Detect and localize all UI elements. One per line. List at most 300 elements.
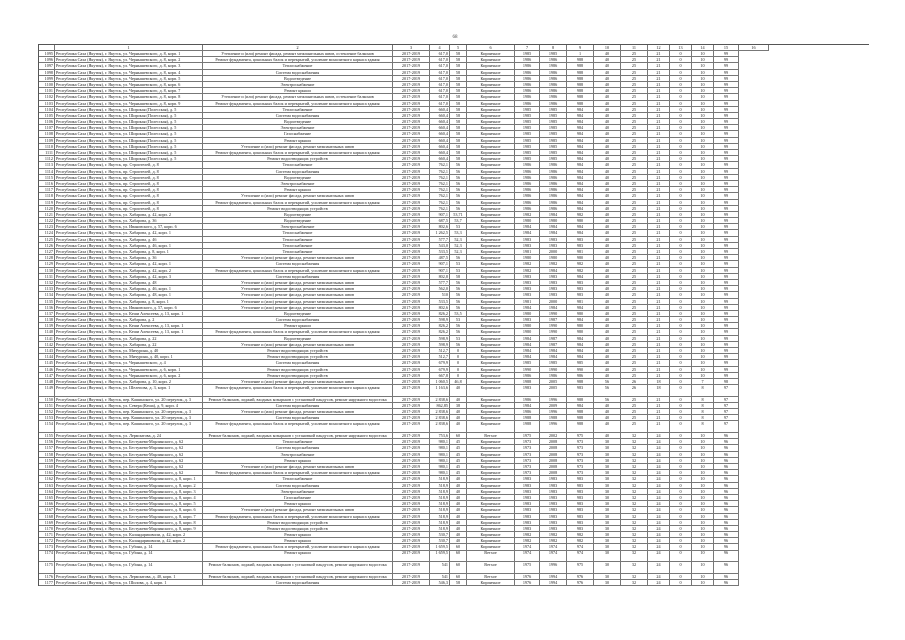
table-cell: 0 — [670, 532, 692, 538]
table-cell: 980 — [567, 311, 594, 317]
table-cell: 826,2 — [430, 329, 450, 335]
table-cell: 40 — [594, 367, 621, 373]
table-cell: 0 — [670, 501, 692, 507]
table-cell: 58 — [450, 101, 467, 107]
table-cell: 1983 — [540, 495, 567, 501]
table-cell: 0 — [670, 107, 692, 113]
table-cell: 96 — [714, 464, 739, 470]
table-cell: Теплоснабжение — [203, 107, 393, 113]
table-cell: 25 — [621, 329, 648, 335]
table-cell: 25 — [621, 156, 648, 162]
table-cell: Республика Саха (Якутия), г. Якутск, ул. Чернышевского, д. 8, корп. 2 — [55, 57, 203, 63]
table-cell: 56 — [450, 175, 467, 181]
header-cell: 3 — [393, 45, 430, 51]
table-cell: 2017-2019 — [393, 329, 430, 335]
table-cell: Кирпичное — [467, 212, 515, 218]
table-cell: 30 — [594, 574, 621, 580]
table-cell: 1975 — [515, 562, 540, 574]
table-cell: 2017-2019 — [393, 433, 430, 439]
table-cell: Республика Саха (Якутия), г. Якутск, ул. Чернышевского, д. 8, корп. 3 — [55, 63, 203, 69]
table-cell: 907,1 — [430, 268, 450, 274]
table-cell: 0 — [670, 409, 692, 415]
table-cell: Кирпичное — [467, 94, 515, 100]
table-cell: 25 — [621, 397, 648, 403]
table-cell: 1107 — [39, 125, 55, 131]
table-cell: 1985 — [540, 107, 567, 113]
table-cell: 2017-2019 — [393, 538, 430, 544]
table-cell: Кирпичное — [467, 360, 515, 366]
table-cell: 1996 — [540, 562, 567, 574]
table-cell: Республика Саха (Якутия), г. Якутск, ул. Хабарова, д. 42, корп. 3 — [55, 274, 203, 280]
table-cell: 0 — [670, 403, 692, 409]
table-cell: 45 — [450, 445, 467, 451]
table-cell: 97 — [714, 403, 739, 409]
table-cell: 980 — [567, 323, 594, 329]
table-cell: Кирпичное — [467, 445, 515, 451]
table-cell: 53 — [450, 261, 467, 267]
table-cell: 96 — [714, 514, 739, 520]
table-cell: 99 — [714, 311, 739, 317]
table-cell: 1983 — [540, 292, 567, 298]
table-cell: 21 — [648, 317, 670, 323]
table-cell: 980,1 — [430, 464, 450, 470]
table-cell: 30 — [594, 452, 621, 458]
table-cell: Республика Саха (Якутия), г. Якутск, ул. Бестужева-Марлинского, д. 8, корп. 3 — [55, 489, 203, 495]
table-cell: 1984 — [540, 268, 567, 274]
table-cell: 10 — [692, 94, 714, 100]
table-cell: Республика Саха (Якутия), г. Якутск, ул. Широкая (Полесская), д. 5 — [55, 113, 203, 119]
table-cell: 2017-2019 — [393, 200, 430, 206]
table-cell: 1124 — [39, 230, 55, 236]
table-cell: 32 — [621, 532, 648, 538]
table-cell: Утепление и (или) ремонт фасада, ремонт межпанельных швов, остекление балконов — [203, 94, 393, 100]
table-cell: Республика Саха (Якутия), г. Якутск, ул. Хабарова, д. 22 — [55, 336, 203, 342]
table-cell: 96 — [714, 439, 739, 445]
table-cell: 1990 — [540, 329, 567, 335]
table-cell: 1983 — [515, 317, 540, 323]
header-cell: 5 — [450, 45, 467, 51]
table-cell: 0 — [670, 367, 692, 373]
table-cell: 1151 — [39, 403, 55, 409]
table-cell: Утепление и (или) ремонт фасада, ремонт межпанельных швов — [203, 193, 393, 199]
header-cell: 16 — [739, 45, 769, 51]
table-cell: 10 — [692, 317, 714, 323]
table-cell: 660,4 — [430, 138, 450, 144]
table-cell: Ремонт фундамента, цокольных балок и перекрытий, усиление монолитного каркаса здания — [203, 421, 393, 433]
table-cell: Республика Саха (Якутия), г. Якутск, ул. Хабарова, д. 2 — [55, 317, 203, 323]
table-cell: Система водоснабжения — [203, 169, 393, 175]
table-cell: 99 — [714, 138, 739, 144]
table-cell: 10 — [692, 323, 714, 329]
table-cell: Ветхое — [467, 574, 515, 580]
table-cell: 2017-2019 — [393, 274, 430, 280]
table-cell: 98 — [714, 379, 739, 385]
table-cell: 40 — [594, 299, 621, 305]
table-cell: 32 — [621, 520, 648, 526]
table-cell: 40 — [594, 200, 621, 206]
table-cell: 99 — [714, 119, 739, 125]
table-cell: 984 — [567, 125, 594, 131]
table-cell: 40 — [594, 255, 621, 261]
table-cell: 2017-2019 — [393, 218, 430, 224]
table-cell: 1986 — [515, 94, 540, 100]
table-cell: 1 659,5 — [430, 544, 450, 550]
table-cell: 1990 — [540, 367, 567, 373]
table-cell: Утепление и (или) ремонт фасада, ремонт межпанельных швов — [203, 305, 393, 311]
table-cell: 546,3 — [430, 580, 450, 586]
table-cell: Водоотведение — [203, 336, 393, 342]
table-cell: 2008 — [540, 464, 567, 470]
table-cell: 2017-2019 — [393, 397, 430, 403]
table-cell: 10 — [692, 51, 714, 57]
table-cell: 2017-2019 — [393, 224, 430, 230]
table-cell: 24 — [648, 452, 670, 458]
table-cell: 40 — [594, 286, 621, 292]
table-cell: 1165 — [39, 495, 55, 501]
table-cell: 99 — [714, 156, 739, 162]
table-cell: 1986 — [515, 200, 540, 206]
table-cell: 0 — [670, 305, 692, 311]
table-cell: 10 — [692, 507, 714, 513]
table-cell: 983 — [567, 507, 594, 513]
table-cell: 21 — [648, 237, 670, 243]
table-cell: Кирпичное — [467, 495, 515, 501]
table-cell: Республика Саха (Якутия), г. Якутск, ул. Чернышевского, д. 8, корп. 9 — [55, 101, 203, 107]
table-cell: 1986 — [515, 70, 540, 76]
table-cell: 679,9 — [430, 367, 450, 373]
header-cell: 1 — [55, 45, 203, 51]
table-cell: 983 — [567, 514, 594, 520]
table-cell: 1988 — [540, 415, 567, 421]
table-cell: 1990 — [515, 367, 540, 373]
table-cell: 99 — [714, 243, 739, 249]
table-cell: Кирпичное — [467, 544, 515, 550]
table-cell: 21 — [648, 218, 670, 224]
table-cell: 984 — [567, 354, 594, 360]
table-cell: 0 — [670, 329, 692, 335]
table-cell: 96 — [714, 526, 739, 532]
table-cell: 1983 — [515, 243, 540, 249]
table-cell: 1986 — [515, 409, 540, 415]
table-cell: 40 — [450, 489, 467, 495]
table-cell: 1985 — [540, 144, 567, 150]
table-cell: 40 — [594, 63, 621, 69]
table-cell: 1986 — [540, 187, 567, 193]
header-cell: 9 — [567, 45, 594, 51]
table-cell: 982 — [567, 212, 594, 218]
table-cell: 56 — [450, 286, 467, 292]
table-cell: Водоотведение — [203, 212, 393, 218]
table-cell: 40 — [450, 520, 467, 526]
table-cell: Кирпичное — [467, 175, 515, 181]
table-cell: 10 — [692, 138, 714, 144]
table-cell: 0 — [450, 354, 467, 360]
table-cell: 2017-2019 — [393, 311, 430, 317]
table-cell: 984 — [567, 305, 594, 311]
table-cell: 24 — [648, 445, 670, 451]
table-cell: 988 — [567, 57, 594, 63]
table-cell: Ремонт балконов, лоджий, входных козырьков с установкой пандусов, ремонт наружного водостока — [203, 397, 393, 403]
table-cell: Кирпичное — [467, 138, 515, 144]
header-cell: 12 — [648, 45, 670, 51]
table-cell: 21 — [648, 243, 670, 249]
table-cell: 99 — [714, 249, 739, 255]
table-cell: 30 — [594, 551, 621, 563]
table-cell: 1984 — [540, 212, 567, 218]
table-cell: Республика Саха (Якутия), г. Якутск, ул. Кеши Алексеева, д. 13, корп. 1 — [55, 329, 203, 335]
table-cell: 0 — [670, 574, 692, 580]
table-cell: 1173 — [39, 544, 55, 550]
table-cell: 2017-2019 — [393, 94, 430, 100]
table-cell: 56 — [450, 342, 467, 348]
table-cell: 2017-2019 — [393, 532, 430, 538]
table-cell: 2017-2019 — [393, 367, 430, 373]
table-cell: Кирпичное — [467, 255, 515, 261]
table-cell: 617,0 — [430, 82, 450, 88]
page-number: 68 — [452, 35, 458, 40]
table-cell: 1986 — [540, 88, 567, 94]
table-cell: 660,4 — [430, 150, 450, 156]
table-cell: 0 — [670, 445, 692, 451]
table-cell: Ремонт балконов, лоджий, входных козырьков с установкой пандусов, ремонт наружного водостока — [203, 574, 393, 580]
table-cell: 58 — [450, 70, 467, 76]
table-cell: 21 — [648, 138, 670, 144]
table-cell: 1158 — [39, 452, 55, 458]
table-cell: 21 — [648, 76, 670, 82]
table-cell: 25 — [621, 336, 648, 342]
table-cell: 0 — [670, 280, 692, 286]
table-cell: 60 — [450, 562, 467, 574]
table-cell: 1985 — [540, 150, 567, 156]
table-cell: Кирпичное — [467, 230, 515, 236]
table-cell: 518,9 — [430, 476, 450, 482]
table-cell: 40 — [450, 501, 467, 507]
table-cell: 1985 — [540, 125, 567, 131]
table-cell: 45 — [450, 452, 467, 458]
table-cell: 983 — [567, 292, 594, 298]
table-cell: 0 — [670, 82, 692, 88]
table-cell: Республика Саха (Якутия), г. Якутск, ул. Хабарова, д. 8, корп. 1 — [55, 299, 203, 305]
table-cell: 1983 — [515, 501, 540, 507]
table-cell: 1126 — [39, 243, 55, 249]
table-cell: 24 — [648, 507, 670, 513]
table-cell: 30 — [594, 445, 621, 451]
table-cell: 983 — [567, 280, 594, 286]
table-cell: 10 — [692, 458, 714, 464]
table-cell: 99 — [714, 57, 739, 63]
table-cell: 99 — [714, 144, 739, 150]
table-cell: 984 — [567, 274, 594, 280]
table-cell: 10 — [692, 181, 714, 187]
table-cell: 1983 — [515, 526, 540, 532]
table-cell: 2017-2019 — [393, 348, 430, 354]
table-cell: 21 — [648, 292, 670, 298]
table-cell: 1149 — [39, 385, 55, 397]
table-cell: 0 — [670, 113, 692, 119]
table-cell: 1982 — [540, 538, 567, 544]
table-cell: 1983 — [515, 476, 540, 482]
table-cell: 10 — [692, 373, 714, 379]
table-cell: Республика Саха (Якутия), г. Якутск, ул. Хабарова, д. 46 — [55, 237, 203, 243]
table-cell: 21 — [648, 162, 670, 168]
table-cell: Кирпичное — [467, 415, 515, 421]
table-cell: 53,7 — [450, 218, 467, 224]
table-cell: 762,1 — [430, 162, 450, 168]
table-cell: 40 — [594, 138, 621, 144]
table-cell: Кирпичное — [467, 317, 515, 323]
table-cell: 21 — [648, 113, 670, 119]
header-cell: 11 — [621, 45, 648, 51]
table-cell: 97 — [714, 397, 739, 403]
table-cell: 96 — [714, 580, 739, 586]
table-cell: 1986 — [515, 63, 540, 69]
table-cell: 980,1 — [430, 470, 450, 476]
table-cell: 983 — [567, 483, 594, 489]
table-cell: 981 — [567, 249, 594, 255]
table-cell: 40 — [594, 243, 621, 249]
table-cell: 983 — [567, 501, 594, 507]
table-cell: 10 — [692, 439, 714, 445]
table-cell: 25 — [621, 70, 648, 76]
table-cell: 32 — [621, 489, 648, 495]
table-cell: 1983 — [540, 476, 567, 482]
table-cell: 1986 — [515, 193, 540, 199]
table-cell: 10 — [692, 156, 714, 162]
table-cell: Кирпичное — [467, 156, 515, 162]
table-cell: 40 — [450, 495, 467, 501]
table-cell: 1983 — [540, 483, 567, 489]
table-cell: 988 — [567, 101, 594, 107]
table-cell: 1986 — [540, 94, 567, 100]
table-cell: 21 — [648, 94, 670, 100]
table-cell: 0 — [450, 367, 467, 373]
table-cell: 0 — [670, 193, 692, 199]
table-cell: Система водоснабжения — [203, 317, 393, 323]
table-cell: 1099 — [39, 76, 55, 82]
table-cell: 96 — [714, 452, 739, 458]
table-cell: 1986 — [540, 206, 567, 212]
table-cell: 25 — [621, 323, 648, 329]
table-cell: 762,1 — [430, 187, 450, 193]
table-cell: 1996 — [540, 421, 567, 433]
table-cell: 21 — [648, 342, 670, 348]
table-cell: 1985 — [515, 360, 540, 366]
table-cell: 30 — [594, 532, 621, 538]
table-cell: 25 — [621, 131, 648, 137]
table-cell: Кирпичное — [467, 181, 515, 187]
table-cell: 21 — [648, 230, 670, 236]
table-cell: 1983 — [540, 514, 567, 520]
table-cell: 2017-2019 — [393, 415, 430, 421]
table-cell: 25 — [621, 138, 648, 144]
table-cell: Ремонт водоотводящих устройств — [203, 156, 393, 162]
table-cell: 40 — [594, 249, 621, 255]
table-cell: 10 — [692, 464, 714, 470]
table-cell: 2017-2019 — [393, 131, 430, 137]
table-cell: 53,3 — [450, 230, 467, 236]
table-cell: 1986 — [540, 181, 567, 187]
table-cell: 10 — [692, 526, 714, 532]
table-cell: 8 — [692, 403, 714, 409]
table-cell: 679,9 — [430, 360, 450, 366]
table-cell: Республика Саха (Якутия), г. Якутск, пр. Строителей, д. 8 — [55, 206, 203, 212]
table-cell: 2017-2019 — [393, 268, 430, 274]
table-cell: 40 — [594, 125, 621, 131]
table-cell: 10 — [692, 113, 714, 119]
table-cell: 60 — [450, 574, 467, 580]
table-cell: 1980 — [515, 255, 540, 261]
table-cell: 577,7 — [430, 280, 450, 286]
table-cell: 2017-2019 — [393, 514, 430, 520]
table-cell: Кирпичное — [467, 101, 515, 107]
table-cell: 1985 — [540, 156, 567, 162]
table-cell: 18 — [648, 379, 670, 385]
table-cell: 980,1 — [430, 439, 450, 445]
table-cell: Ремонт крыши — [203, 501, 393, 507]
table-cell: 24 — [648, 483, 670, 489]
table-cell: 981 — [567, 299, 594, 305]
table-cell: 2017-2019 — [393, 237, 430, 243]
table-cell: Республика Саха (Якутия), г. Якутск, ул. Бестужева-Марлинского, д. 8, корп. 6 — [55, 507, 203, 513]
table-cell: 1986 — [540, 101, 567, 107]
table-cell: 1119 — [39, 200, 55, 206]
table-cell: Электроснабжение — [203, 224, 393, 230]
table-cell: 0 — [670, 495, 692, 501]
table-cell: 10 — [692, 243, 714, 249]
table-cell: Республика Саха (Якутия), г. Якутск, ул. Хабарова, д. 46, корп. 1 — [55, 243, 203, 249]
table-cell: Республика Саха (Якутия), г. Якутск, ул. Хабарова, д. 42, корп. 1 — [55, 230, 203, 236]
table-cell: 2017-2019 — [393, 181, 430, 187]
table-cell: 990 — [567, 367, 594, 373]
table-cell: 10 — [692, 162, 714, 168]
table-cell: Республика Саха (Якутия), г. Якутск, ул. Каландаришвили, д. 42, корп. 2 — [55, 538, 203, 544]
table-cell: 0 — [670, 415, 692, 421]
table-cell: 21 — [648, 193, 670, 199]
table-cell: Кирпичное — [467, 224, 515, 230]
table-cell: 40 — [594, 156, 621, 162]
table-cell: 660,4 — [430, 113, 450, 119]
table-cell: 1110 — [39, 144, 55, 150]
table-cell: 21 — [648, 224, 670, 230]
table-cell: 58 — [450, 150, 467, 156]
table-cell: 25 — [621, 101, 648, 107]
table-cell: Кирпичное — [467, 119, 515, 125]
table-cell: 1994 — [540, 580, 567, 586]
header-cell: 6 — [467, 45, 515, 51]
table-cell: Электроснабжение — [203, 181, 393, 187]
table-cell: 0 — [670, 261, 692, 267]
table-cell: 53 — [450, 336, 467, 342]
table-cell: 40 — [594, 311, 621, 317]
table-cell: 1984 — [540, 348, 567, 354]
table-cell: 598,9 — [430, 336, 450, 342]
table-cell: 40 — [594, 268, 621, 274]
table-cell: 25 — [621, 162, 648, 168]
table-cell: 24 — [648, 464, 670, 470]
table-cell: 10 — [692, 445, 714, 451]
table-cell: 2017-2019 — [393, 243, 430, 249]
table-cell: 10 — [692, 360, 714, 366]
table-cell: 0 — [670, 274, 692, 280]
table-cell: 1983 — [515, 286, 540, 292]
table-cell: 25 — [621, 317, 648, 323]
table-cell: 52,3 — [450, 237, 467, 243]
table-cell: 40 — [594, 131, 621, 137]
table-cell: 24 — [648, 532, 670, 538]
table-cell: 10 — [692, 470, 714, 476]
table-cell: 984 — [567, 156, 594, 162]
table-cell: Республика Саха (Якутия), г. Якутск, ул. Каландаришвили, д. 42, корп. 2 — [55, 532, 203, 538]
